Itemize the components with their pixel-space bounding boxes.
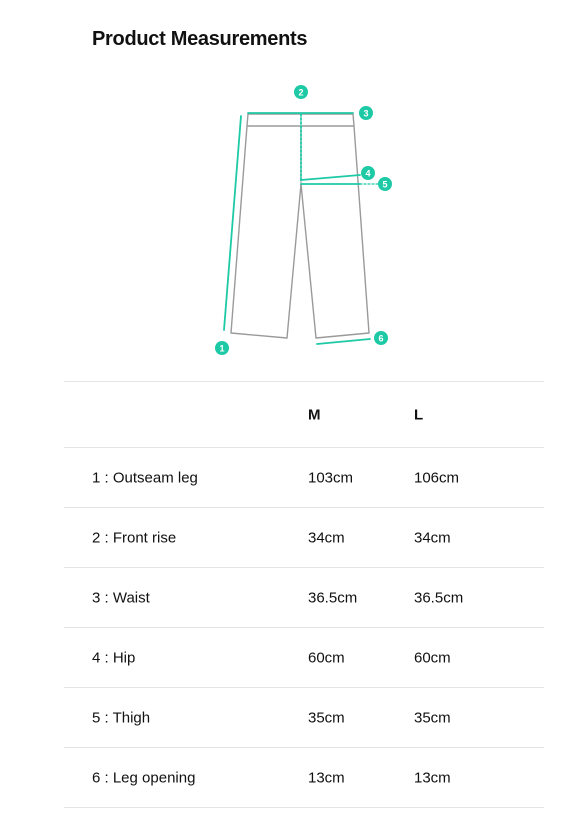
marker-4 — [361, 166, 375, 180]
value-m: 36.5cm — [308, 589, 358, 606]
table-row — [64, 688, 544, 748]
table-row — [64, 628, 544, 688]
measurement-label: 6 : Leg opening — [92, 769, 196, 786]
value-m: 34cm — [308, 529, 345, 546]
marker-1 — [215, 341, 229, 355]
marker-5 — [378, 177, 392, 191]
table-row — [64, 508, 544, 568]
header-size-l: L — [414, 406, 424, 423]
marker-3 — [359, 106, 373, 120]
value-l: 13cm — [414, 769, 451, 786]
measurement-label: 5 : Thigh — [92, 709, 151, 726]
svg-text:2: 2 — [298, 87, 304, 98]
table-row — [64, 448, 544, 508]
svg-text:5: 5 — [382, 179, 388, 190]
value-l: 106cm — [414, 469, 460, 486]
marker-6 — [374, 331, 388, 345]
value-m: 13cm — [308, 769, 345, 786]
pants-measurement-diagram — [0, 0, 565, 380]
leg-opening-line — [317, 339, 370, 344]
value-l: 34cm — [414, 529, 451, 546]
header-size-m: M — [308, 406, 321, 423]
value-m: 60cm — [308, 649, 345, 666]
measurement-label: 2 : Front rise — [92, 529, 177, 546]
table-row — [64, 568, 544, 628]
marker-2 — [294, 85, 308, 99]
value-l: 36.5cm — [414, 589, 464, 606]
value-l: 35cm — [414, 709, 451, 726]
outseam-line — [224, 116, 241, 330]
hip-line — [301, 175, 360, 180]
svg-text:4: 4 — [365, 168, 371, 179]
measurement-label: 1 : Outseam leg — [92, 469, 198, 486]
page-title: Product Measurements — [92, 28, 308, 50]
value-m: 103cm — [308, 469, 354, 486]
measurement-label: 3 : Waist — [92, 589, 150, 606]
svg-text:1: 1 — [219, 343, 225, 354]
svg-text:6: 6 — [378, 333, 384, 344]
pants-outline — [231, 114, 369, 338]
size-table — [64, 381, 544, 808]
svg-text:3: 3 — [363, 108, 369, 119]
value-m: 35cm — [308, 709, 345, 726]
measurement-label: 4 : Hip — [92, 649, 136, 666]
table-row — [64, 748, 544, 808]
value-l: 60cm — [414, 649, 451, 666]
table-header-row — [64, 382, 544, 448]
